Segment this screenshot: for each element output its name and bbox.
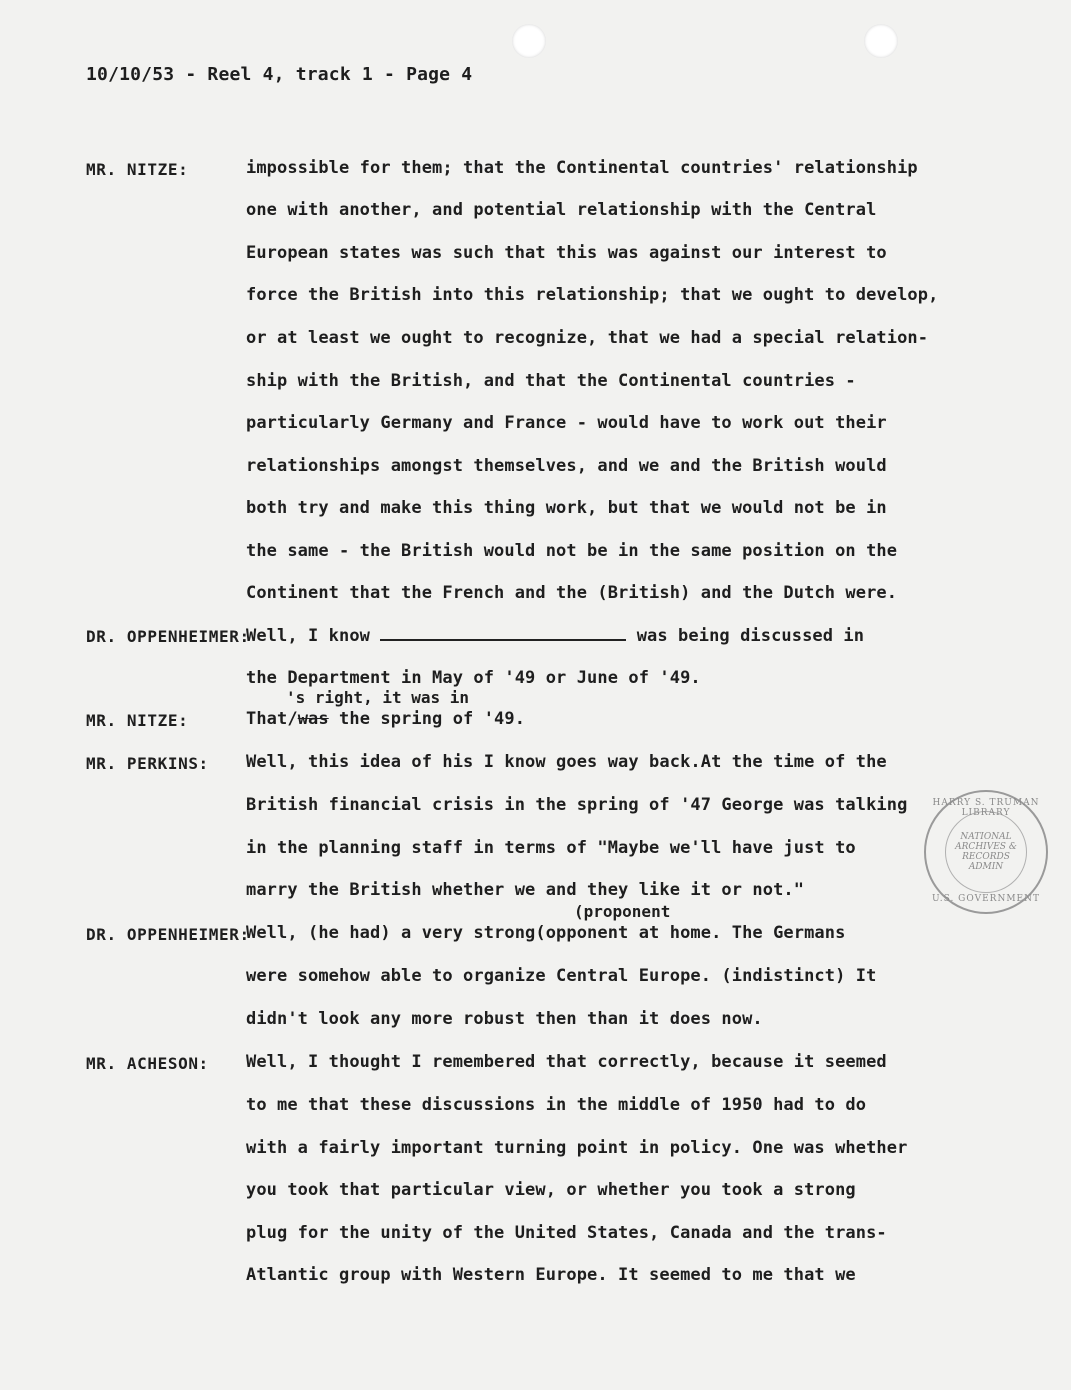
transcript-line: were somehow able to organize Central Europe. (indistinct) It <box>246 966 877 986</box>
transcript-line: Atlantic group with Western Europe. It seemed to me that we <box>246 1265 856 1285</box>
transcript-line: one with another, and potential relationship with the Central <box>246 200 877 220</box>
line-text: was being discussed in <box>636 626 865 646</box>
blank-underline <box>380 625 626 641</box>
transcript-line: with a fairly important turning point in policy. One was whether <box>246 1138 908 1158</box>
transcript-line: European states was such that this was against our interest to <box>246 243 887 263</box>
speaker-label: MR. PERKINS: <box>86 754 209 773</box>
stamp-center-text: RECORDS <box>962 852 1010 862</box>
transcript-line: ship with the British, and that the Continental countries - <box>246 371 856 391</box>
transcript-line: Well, I thought I remembered that correctly, because it seemed <box>246 1052 887 1072</box>
transcript-line: the Department in May of '49 or June of '49. <box>246 668 701 688</box>
transcript-line: plug for the unity of the United States, Canada and the trans- <box>246 1223 887 1243</box>
transcript-line: British financial crisis in the spring of '47 George was talking <box>246 795 908 815</box>
page-header: 10/10/53 - Reel 4, track 1 - Page 4 <box>86 64 473 85</box>
stamp-top-text: HARRY S. TRUMAN LIBRARY <box>932 798 1040 818</box>
line-text: the spring of '49. <box>328 709 526 729</box>
transcript-line: the same - the British would not be in the same position on the <box>246 541 898 561</box>
punch-hole-left <box>512 24 546 58</box>
transcript-line: didn't look any more robust then than it does now. <box>246 1009 763 1029</box>
transcript-line: you took that particular view, or whether you took a strong <box>246 1180 856 1200</box>
stamp-center-text: ADMIN <box>968 862 1004 872</box>
struck-text: was <box>297 709 329 729</box>
stamp-inner-ring <box>945 811 1027 893</box>
transcript-line: in the planning staff in terms of "Maybe we'll have just to <box>246 838 856 858</box>
punch-hole-right <box>864 24 898 58</box>
transcript-line <box>246 625 864 646</box>
transcript-line: force the British into this relationship; that we ought to develop, <box>246 285 939 305</box>
speaker-label: MR. NITZE: <box>86 160 189 179</box>
stamp-bottom-text: U.S. GOVERNMENT <box>932 894 1040 904</box>
transcript-line: particularly Germany and France - would have to work out their <box>246 413 887 433</box>
stamp-center-text: ARCHIVES & <box>955 842 1017 852</box>
speaker-label: DR. OPPENHEIMER: <box>86 627 250 646</box>
handwritten-insertion: (proponent <box>574 902 671 921</box>
transcript-line: or at least we ought to recognize, that we had a special relation- <box>246 328 929 348</box>
transcript-line: both try and make this thing work, but that we would not be in <box>246 498 887 518</box>
transcript-line: relationships amongst themselves, and we and the British would <box>246 456 887 476</box>
stamp-center-text: NATIONAL <box>960 832 1012 842</box>
speaker-label: MR. ACHESON: <box>86 1054 209 1073</box>
transcript-line: impossible for them; that the Continental countries' relationship <box>246 158 918 178</box>
speaker-label: DR. OPPENHEIMER: <box>86 925 250 944</box>
transcript-line: Well, this idea of his I know goes way back.At the time of the <box>246 752 887 772</box>
transcript-line: to me that these discussions in the middle of 1950 had to do <box>246 1095 867 1115</box>
transcript-line: Continent that the French and the (British) and the Dutch were. <box>246 583 898 603</box>
library-stamp <box>924 790 1048 914</box>
line-text: Well, I know <box>246 626 371 646</box>
handwritten-insertion: 's right, it was in <box>286 688 470 707</box>
speaker-label: MR. NITZE: <box>86 711 189 730</box>
transcript-line <box>246 709 525 729</box>
transcript-line: marry the British whether we and they like it or not." <box>246 880 805 900</box>
line-text: That/ <box>246 709 298 729</box>
transcript-line: Well, (he had) a very strong(opponent at home. The Germans <box>246 923 846 943</box>
